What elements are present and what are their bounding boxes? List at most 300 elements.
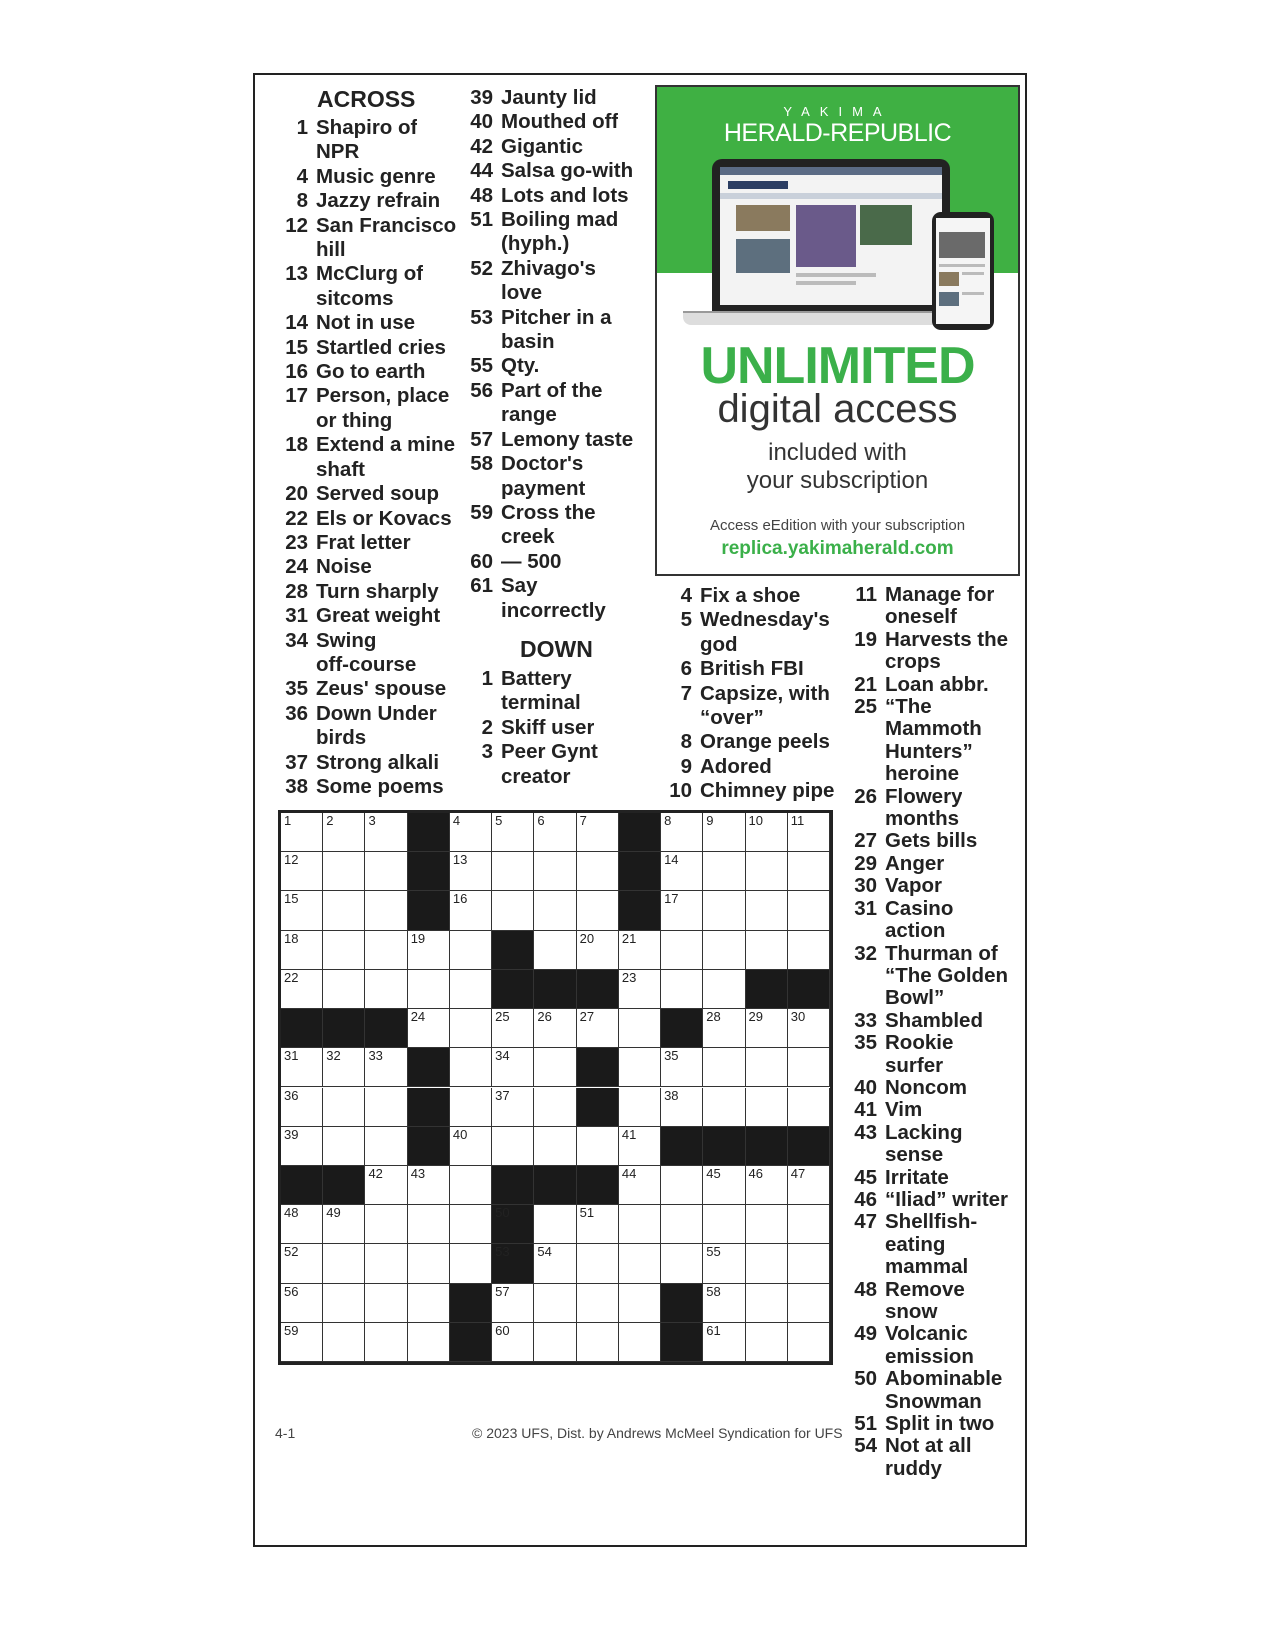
black-square [408, 1127, 450, 1166]
grid-cell[interactable] [661, 970, 703, 1009]
clue-text: Fix a shoe [700, 584, 801, 607]
grid-cell[interactable] [408, 1284, 450, 1323]
grid-cell[interactable] [323, 970, 365, 1009]
clue-33-down [846, 1010, 1016, 1032]
grid-cell[interactable] [619, 1127, 661, 1166]
grid-cell[interactable] [746, 1244, 788, 1283]
grid-cell[interactable] [661, 852, 703, 891]
grid-cell[interactable] [619, 1323, 661, 1362]
grid-cell[interactable] [746, 1284, 788, 1323]
grid-cell[interactable] [534, 1088, 576, 1127]
cell-number: 22 [284, 969, 299, 985]
clue-number: 24 [285, 555, 308, 579]
grid-cell[interactable] [746, 1166, 788, 1205]
cell-number: 27 [579, 1009, 595, 1025]
cell-number: 34 [495, 1048, 510, 1064]
grid-cell[interactable] [323, 891, 365, 930]
cell-number: 38 [664, 1087, 679, 1103]
grid-cell[interactable] [323, 1048, 365, 1087]
clue-number: 15 [285, 335, 308, 359]
grid-cell[interactable] [281, 1088, 323, 1127]
grid-cell[interactable] [492, 1284, 534, 1323]
grid-cell[interactable] [619, 1088, 661, 1127]
black-square [450, 1284, 492, 1323]
clue-text: Gets bills [885, 830, 978, 853]
grid-cell[interactable] [408, 1323, 450, 1362]
clue-text: Person, place or thing [316, 384, 450, 432]
black-square [619, 813, 661, 852]
grid-cell[interactable] [534, 1244, 576, 1283]
clue-17-across [277, 384, 462, 433]
clue-text: Manage for oneself [885, 584, 995, 629]
cell-number: 46 [748, 1165, 763, 1181]
grid-cell[interactable] [450, 1009, 492, 1048]
clue-number: 59 [470, 500, 493, 524]
ad-headline: UNLIMITED [700, 337, 975, 395]
grid-cell[interactable] [365, 813, 407, 852]
black-square [323, 1009, 365, 1048]
grid-cell[interactable] [577, 1127, 619, 1166]
grid-cell[interactable] [365, 1088, 407, 1127]
grid-cell[interactable] [323, 1205, 365, 1244]
cell-number: 28 [706, 1009, 721, 1025]
clue-text: Casino action [885, 897, 954, 943]
grid-cell[interactable] [408, 931, 450, 970]
grid-cell[interactable] [703, 970, 745, 1009]
clue-text: Noise [316, 555, 372, 579]
cell-number: 54 [537, 1244, 552, 1260]
cell-number: 7 [579, 813, 587, 828]
clue-text: Frat letter [316, 530, 411, 554]
grid-cell[interactable] [534, 1205, 576, 1244]
black-square [577, 1166, 619, 1205]
clue-text: Flowery months [885, 785, 963, 831]
clue-41-down [846, 1099, 1016, 1121]
grid-cell[interactable] [281, 1284, 323, 1323]
black-square [577, 1088, 619, 1127]
grid-cell[interactable] [450, 931, 492, 970]
grid-cell[interactable] [281, 1323, 323, 1362]
clue-number: 2 [481, 715, 493, 739]
clue-34-across [277, 629, 462, 678]
grid-cell[interactable] [577, 852, 619, 891]
clue-number: 22 [285, 506, 308, 530]
grid-cell[interactable] [365, 1127, 407, 1166]
grid-cell[interactable] [619, 931, 661, 970]
grid-cell[interactable] [365, 1166, 407, 1205]
clue-52-across [462, 257, 645, 306]
grid-cell[interactable] [788, 813, 830, 852]
subscription-ad[interactable] [655, 85, 1020, 576]
clue-14-across [277, 311, 462, 335]
grid-cell[interactable] [281, 813, 323, 852]
clue-20-across [277, 482, 462, 506]
black-square [703, 1127, 745, 1166]
grid-cell[interactable] [746, 852, 788, 891]
grid-cell[interactable] [365, 852, 407, 891]
grid-cell[interactable] [492, 1127, 534, 1166]
clue-29-down [846, 853, 1016, 875]
grid-cell[interactable] [281, 891, 323, 930]
grid-cell[interactable] [619, 1009, 661, 1048]
grid-cell[interactable] [577, 1205, 619, 1244]
grid-cell[interactable] [365, 970, 407, 1009]
grid-cell[interactable] [703, 1088, 745, 1127]
black-square [281, 1166, 323, 1205]
black-square [492, 1205, 534, 1244]
clue-number: 51 [854, 1412, 877, 1436]
grid-cell[interactable] [788, 1323, 830, 1362]
clue-38-across [277, 775, 462, 799]
grid-cell[interactable] [703, 852, 745, 891]
grid-cell[interactable] [408, 1166, 450, 1205]
clue-number: 9 [680, 754, 692, 778]
clue-number: 47 [854, 1210, 877, 1234]
grid-cell[interactable] [365, 891, 407, 930]
grid-cell[interactable] [703, 1244, 745, 1283]
grid-cell[interactable] [577, 1009, 619, 1048]
black-square [492, 970, 534, 1009]
grid-cell[interactable] [534, 891, 576, 930]
clue-36-across [277, 702, 462, 751]
black-square [577, 970, 619, 1009]
grid-cell[interactable] [450, 1048, 492, 1087]
black-square [619, 891, 661, 930]
clue-12-across [277, 214, 462, 263]
grid-cell[interactable] [408, 1205, 450, 1244]
clue-49-down [846, 1323, 1016, 1368]
clue-40-down [846, 1077, 1016, 1099]
grid-cell[interactable] [281, 931, 323, 970]
clue-text: British FBI [700, 657, 804, 681]
clue-4-down [661, 584, 836, 608]
cell-number: 21 [621, 930, 637, 946]
cell-number: 36 [284, 1087, 299, 1103]
grid-cell[interactable] [450, 1166, 492, 1205]
grid-cell[interactable] [746, 1009, 788, 1048]
clue-number: 49 [854, 1322, 877, 1346]
grid-cell[interactable] [323, 1088, 365, 1127]
phone-illustration [932, 212, 994, 330]
grid-cell[interactable] [492, 813, 534, 852]
grid-cell[interactable] [788, 1009, 830, 1048]
cell-number: 33 [368, 1048, 383, 1064]
grid-cell[interactable] [746, 1323, 788, 1362]
clue-number: 53 [470, 305, 493, 329]
cell-number: 4 [452, 813, 461, 828]
grid-cell[interactable] [703, 1205, 745, 1244]
clue-number: 54 [854, 1434, 877, 1458]
grid-cell[interactable] [703, 1323, 745, 1362]
grid-cell[interactable] [661, 1048, 703, 1087]
grid-cell[interactable] [450, 1088, 492, 1127]
down-column-3 [661, 584, 836, 804]
grid-cell[interactable] [661, 1088, 703, 1127]
grid-cell[interactable] [788, 931, 830, 970]
grid-cell[interactable] [365, 1244, 407, 1283]
grid-cell[interactable] [492, 891, 534, 930]
grid-cell[interactable] [746, 1048, 788, 1087]
clue-43-down [846, 1122, 1016, 1167]
clue-26-down [846, 786, 1016, 831]
grid-cell[interactable] [577, 931, 619, 970]
grid-cell[interactable] [788, 1088, 830, 1127]
grid-cell[interactable] [661, 1166, 703, 1205]
clue-44-across [462, 159, 645, 183]
clue-3-down [462, 740, 645, 789]
grid-cell[interactable] [365, 931, 407, 970]
clue-text: Anger [885, 852, 945, 875]
clue-number: 17 [285, 384, 308, 408]
clue-number: 8 [680, 730, 692, 754]
grid-cell[interactable] [577, 891, 619, 930]
grid-cell[interactable] [450, 891, 492, 930]
clue-text: Swing off-course [316, 628, 417, 676]
clue-text: Part of the range [501, 378, 603, 427]
clue-text: Startled cries [316, 335, 446, 359]
cell-number: 31 [284, 1048, 299, 1064]
clue-number: 21 [854, 672, 877, 696]
clue-text: Zhivago's love [501, 256, 596, 305]
clue-text: Doctor's payment [501, 452, 586, 500]
clue-text: Pitcher in a basin [501, 305, 612, 354]
clue-1-down [462, 667, 645, 716]
grid-cell[interactable] [534, 1323, 576, 1362]
clue-number: 31 [854, 896, 877, 920]
black-square [492, 931, 534, 970]
grid-cell[interactable] [746, 1088, 788, 1127]
grid-cell[interactable] [703, 891, 745, 930]
cell-number: 12 [284, 852, 299, 868]
black-square [534, 970, 576, 1009]
grid-cell[interactable] [619, 1244, 661, 1283]
clue-text: Down Under birds [316, 701, 437, 750]
grid-cell[interactable] [450, 970, 492, 1009]
grid-cell[interactable] [577, 1323, 619, 1362]
grid-cell[interactable] [661, 931, 703, 970]
clue-number: 4 [296, 164, 308, 188]
clue-number: 32 [854, 941, 877, 965]
clue-number: 40 [470, 110, 493, 134]
grid-cell[interactable] [281, 1127, 323, 1166]
grid-cell[interactable] [746, 813, 788, 852]
grid-cell[interactable] [661, 891, 703, 930]
grid-cell[interactable] [323, 931, 365, 970]
clue-28-across [277, 580, 462, 604]
clue-number: 51 [470, 208, 493, 232]
grid-cell[interactable] [619, 1205, 661, 1244]
grid-cell[interactable] [703, 813, 745, 852]
grid-cell[interactable] [492, 1088, 534, 1127]
clue-35-down [846, 1032, 1016, 1077]
page-number: 4-1 [275, 1425, 296, 1441]
grid-cell[interactable] [661, 813, 703, 852]
black-square [661, 1127, 703, 1166]
clue-number: 45 [854, 1165, 877, 1189]
clue-number: 48 [470, 183, 493, 207]
black-square [788, 1127, 830, 1166]
clue-24-across [277, 555, 462, 579]
grid-cell[interactable] [408, 1244, 450, 1283]
grid-cell[interactable] [534, 1009, 576, 1048]
clue-number: 33 [854, 1008, 877, 1032]
grid-cell[interactable] [788, 1166, 830, 1205]
cell-number: 50 [495, 1205, 510, 1221]
clue-number: 4 [680, 584, 692, 607]
grid-cell[interactable] [788, 1048, 830, 1087]
cell-number: 56 [284, 1283, 299, 1299]
clue-58-across [462, 452, 645, 501]
grid-cell[interactable] [323, 1127, 365, 1166]
clue-40-across [462, 110, 645, 134]
clue-text: Great weight [316, 604, 441, 628]
copyright: © 2023 UFS, Dist. by Andrews McMeel Syndication for UFS [472, 1425, 843, 1441]
clue-31-down [846, 898, 1016, 943]
grid-cell[interactable] [323, 1244, 365, 1283]
clue-text: Some poems [316, 774, 444, 798]
grid-cell[interactable] [534, 1284, 576, 1323]
cell-number: 15 [284, 891, 299, 907]
grid-cell[interactable] [788, 852, 830, 891]
clue-number: 58 [470, 452, 493, 476]
clue-text: Zeus' spouse [316, 677, 447, 701]
grid-cell[interactable] [534, 1127, 576, 1166]
clue-text: Qty. [501, 354, 540, 378]
clue-22-across [277, 507, 462, 531]
grid-cell[interactable] [408, 1009, 450, 1048]
clue-text: Gigantic [501, 134, 584, 158]
grid-cell[interactable] [619, 1284, 661, 1323]
clue-number: 10 [669, 779, 692, 803]
clue-number: 26 [854, 784, 877, 808]
grid-cell[interactable] [534, 1048, 576, 1087]
grid-cell[interactable] [577, 1244, 619, 1283]
cell-number: 59 [284, 1322, 299, 1338]
grid-cell[interactable] [788, 891, 830, 930]
grid-cell[interactable] [365, 1323, 407, 1362]
grid-cell[interactable] [281, 970, 323, 1009]
ad-url-link[interactable]: replica.yakimaherald.com [721, 538, 954, 559]
clue-16-across [277, 360, 462, 384]
grid-cell[interactable] [788, 1284, 830, 1323]
grid-cell[interactable] [661, 1244, 703, 1283]
grid-cell[interactable] [619, 1048, 661, 1087]
clue-text: “Iliad” writer [885, 1188, 1009, 1211]
cell-number: 1 [284, 813, 292, 828]
grid-cell[interactable] [365, 1205, 407, 1244]
clue-text: Rookie surfer [885, 1032, 954, 1077]
grid-cell[interactable] [281, 852, 323, 891]
cell-number: 13 [452, 852, 468, 868]
grid-cell[interactable] [703, 931, 745, 970]
grid-cell[interactable] [323, 1323, 365, 1362]
grid-cell[interactable] [492, 1009, 534, 1048]
grid-cell[interactable] [577, 1284, 619, 1323]
grid-cell[interactable] [492, 1323, 534, 1362]
clue-text: Vim [885, 1099, 923, 1122]
grid-cell[interactable] [281, 1244, 323, 1283]
cell-number: 35 [664, 1048, 679, 1064]
grid-cell[interactable] [365, 1048, 407, 1087]
black-square [492, 1244, 534, 1283]
grid-cell[interactable] [323, 1284, 365, 1323]
clue-text: Lots and lots [501, 183, 629, 207]
cell-number: 17 [664, 891, 679, 907]
grid-cell[interactable] [365, 1284, 407, 1323]
clue-number: 8 [296, 189, 308, 213]
grid-cell[interactable] [746, 931, 788, 970]
black-square [450, 1323, 492, 1362]
ad-access-text: Access eEdition with your subscription [709, 517, 966, 534]
clue-number: 1 [481, 666, 493, 690]
grid-cell[interactable] [746, 891, 788, 930]
cell-number: 2 [326, 813, 334, 828]
grid-cell[interactable] [577, 813, 619, 852]
grid-cell[interactable] [703, 1048, 745, 1087]
grid-cell[interactable] [619, 1166, 661, 1205]
grid-cell[interactable] [703, 1284, 745, 1323]
clue-text: Mouthed off [501, 110, 619, 134]
grid-cell[interactable] [703, 1166, 745, 1205]
grid-cell[interactable] [450, 1244, 492, 1283]
grid-cell[interactable] [619, 970, 661, 1009]
grid-cell[interactable] [281, 1205, 323, 1244]
clue-text: Wednesday's god [700, 608, 830, 656]
clue-42-across [462, 135, 645, 159]
grid-cell[interactable] [323, 852, 365, 891]
grid-cell[interactable] [450, 1127, 492, 1166]
cell-number: 19 [410, 930, 426, 946]
ad-brand-name: HERALD-REPUBLIC [723, 119, 952, 147]
ad-included-text: included with your subscription [746, 439, 929, 494]
grid-cell[interactable] [492, 852, 534, 891]
crossword-grid[interactable] [278, 810, 833, 1365]
grid-cell[interactable] [408, 970, 450, 1009]
grid-cell[interactable] [534, 931, 576, 970]
cell-number: 37 [495, 1087, 510, 1103]
clue-2-down [462, 716, 645, 740]
clue-30-down [846, 875, 1016, 897]
clue-number: 13 [285, 262, 308, 286]
grid-cell[interactable] [746, 1205, 788, 1244]
grid-cell[interactable] [534, 852, 576, 891]
clue-48-across [462, 184, 645, 208]
grid-cell[interactable] [492, 1048, 534, 1087]
grid-cell[interactable] [281, 1048, 323, 1087]
cell-number: 30 [790, 1009, 806, 1025]
clue-39-across [462, 86, 645, 110]
grid-cell[interactable] [450, 852, 492, 891]
cell-number: 40 [452, 1126, 468, 1142]
clue-number: 46 [854, 1187, 877, 1211]
grid-cell[interactable] [703, 1009, 745, 1048]
clue-text: Not at all ruddy [885, 1435, 972, 1480]
clue-35-across [277, 677, 462, 701]
across-column-2 [462, 86, 645, 789]
clue-number: 34 [285, 628, 308, 652]
grid-cell[interactable] [661, 1205, 703, 1244]
grid-cell[interactable] [788, 1244, 830, 1283]
clue-text: Peer Gynt creator [501, 740, 598, 788]
cell-number: 29 [748, 1009, 763, 1025]
grid-cell[interactable] [323, 813, 365, 852]
cell-number: 10 [748, 813, 763, 828]
grid-cell[interactable] [534, 813, 576, 852]
grid-cell[interactable] [788, 1205, 830, 1244]
grid-cell[interactable] [450, 1205, 492, 1244]
grid-cell[interactable] [450, 813, 492, 852]
clue-number: 39 [470, 86, 493, 109]
